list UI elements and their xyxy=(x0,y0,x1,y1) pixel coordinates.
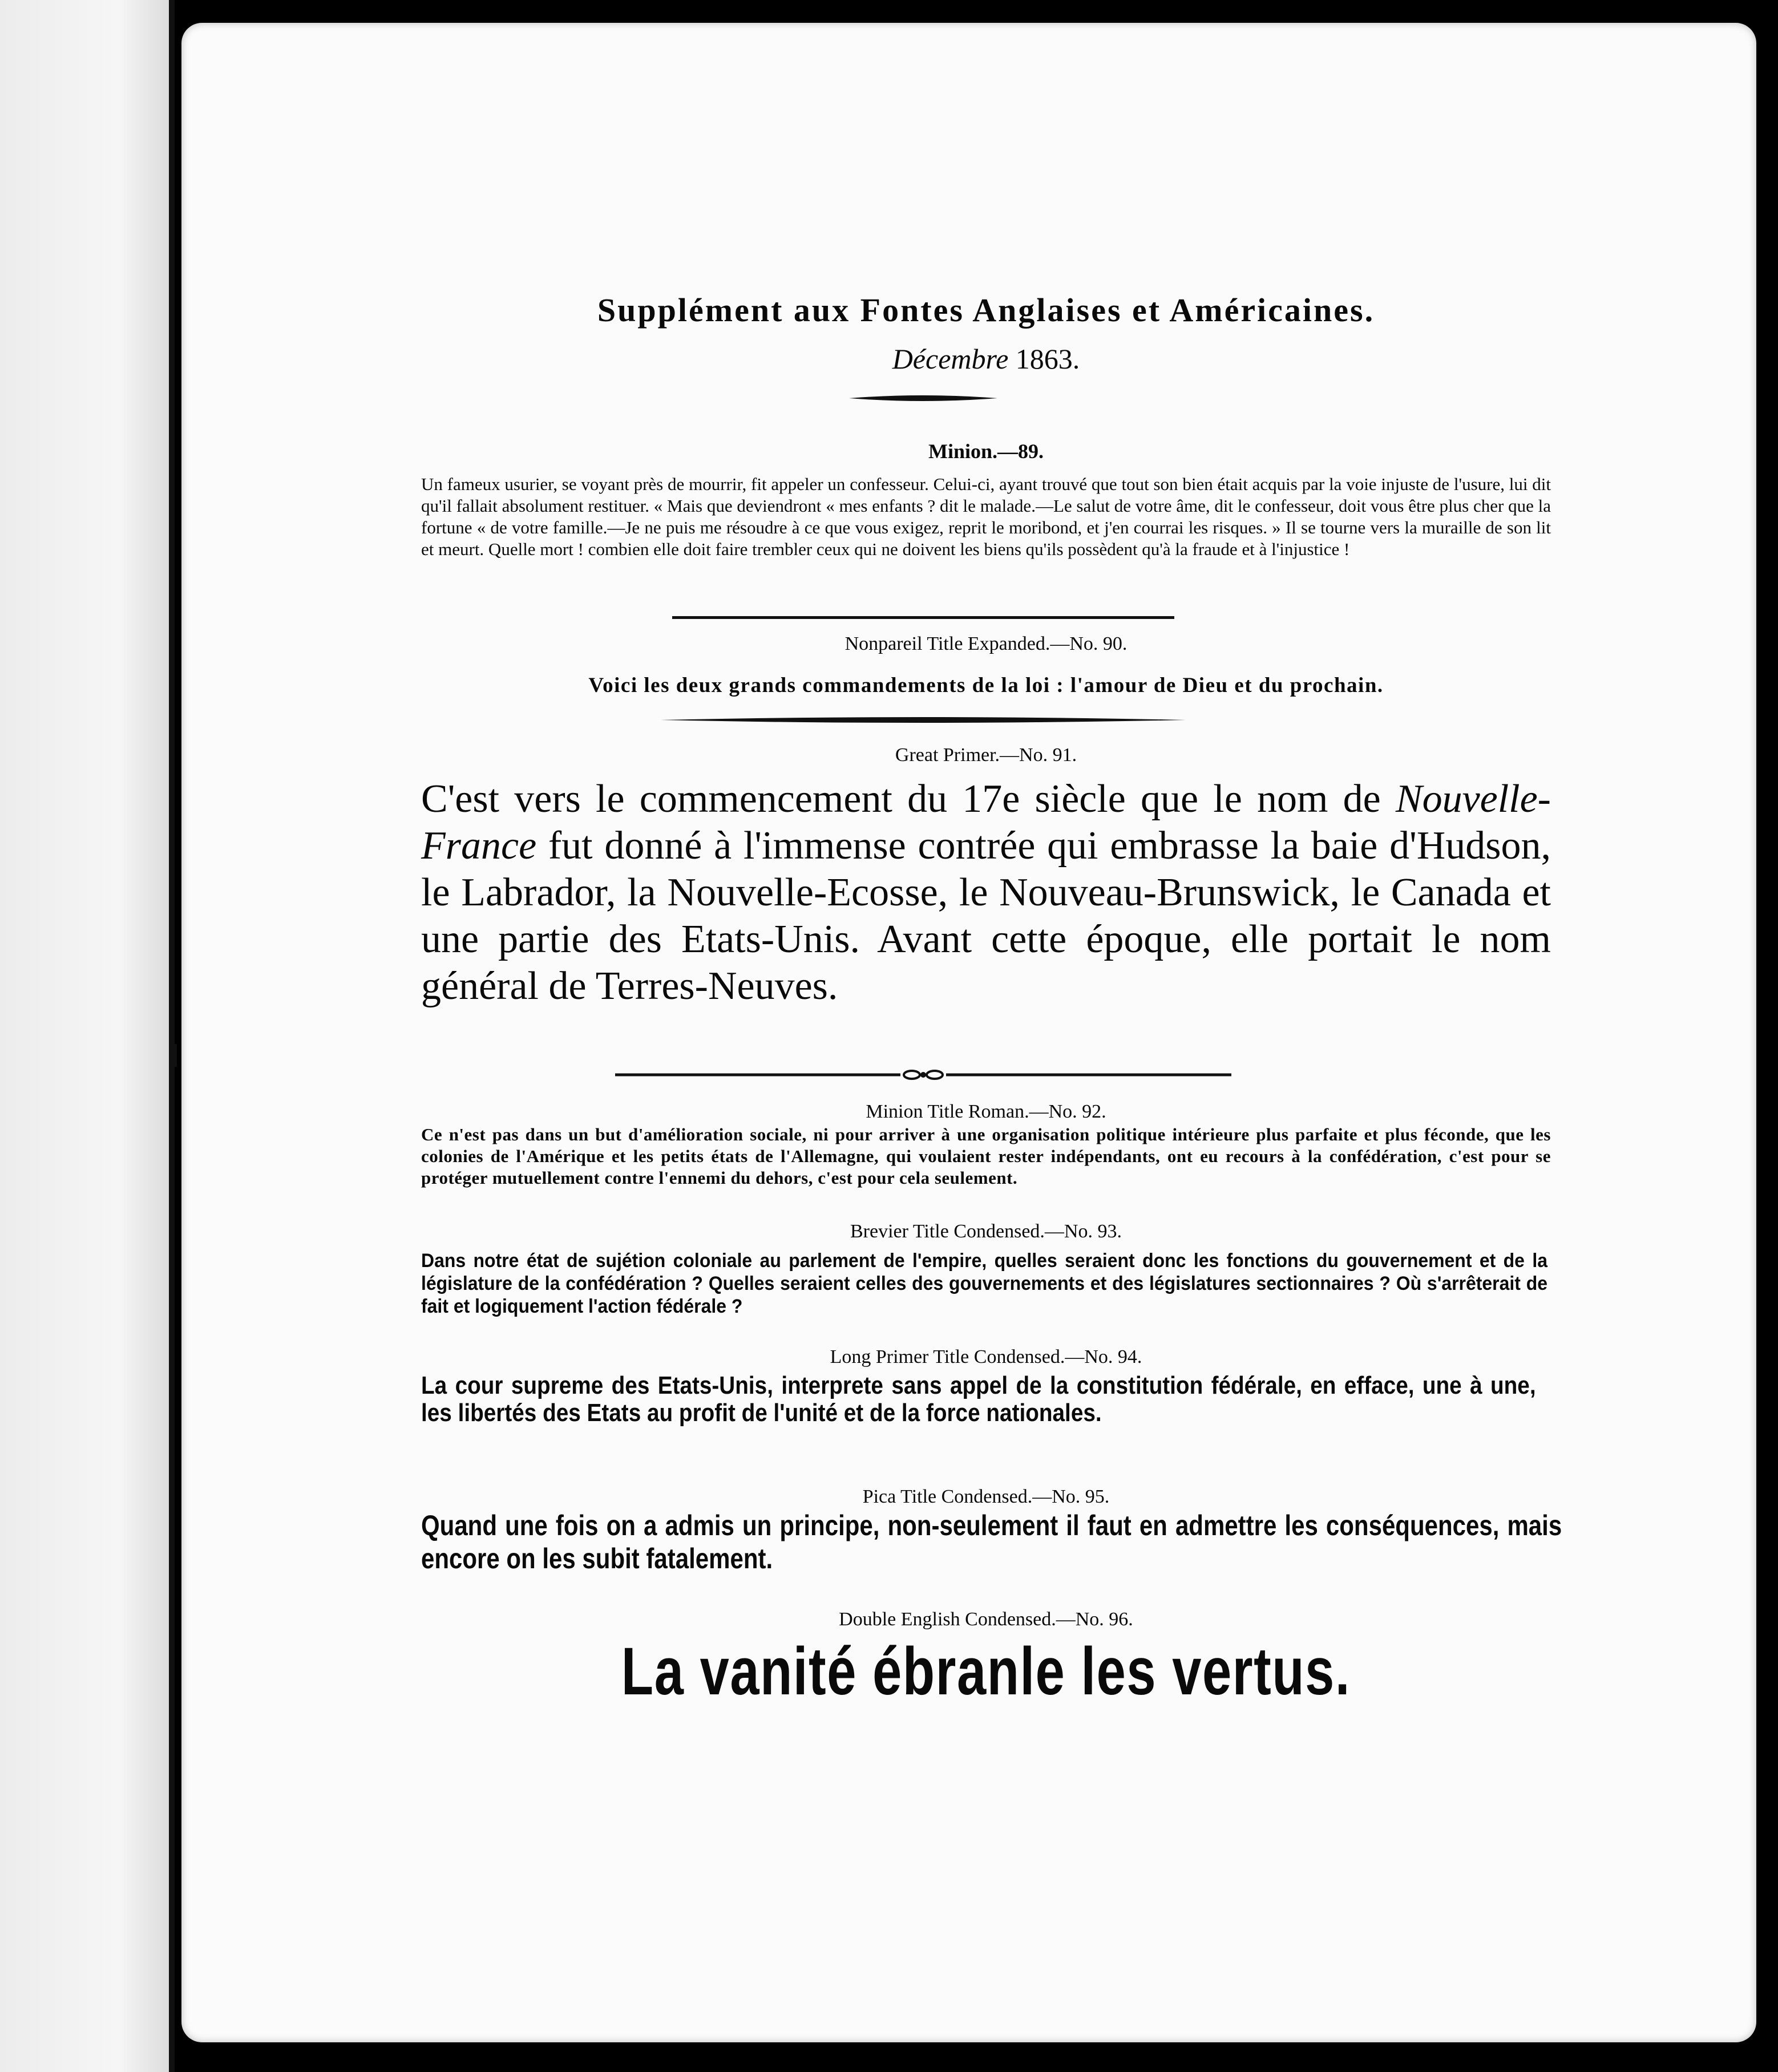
ornamental-divider xyxy=(615,1068,1231,1082)
section-text-long-primer: La cour supreme des Etats-Unis, interprete sans appel de la constitution fédérale, en efface, une à une, les libertés des Etats au profit de l'unité et de la force nationales. xyxy=(421,1371,1536,1427)
page-content xyxy=(181,23,1756,2042)
document-page xyxy=(181,23,1756,2042)
section-text-double-english: La vanité ébranle les vertus. xyxy=(621,1634,1351,1709)
section-text-brevier: Dans notre état de sujétion coloniale au parlement de l'empire, quelles seraient donc les fonctions du gouvernement et de la législature de la confédération ? Quelles seraient celles des gouvernements et des législatures sectionnaires ? Où s'arrêterait de fait et logiquement l'action fédérale ? xyxy=(421,1250,1547,1317)
facing-page-edge xyxy=(0,0,175,2072)
document-date xyxy=(421,342,1551,375)
great-primer-text-start: C'est vers le commencement du 17e siècle que le nom de xyxy=(421,777,1396,821)
section-label-double-english: Double English Condensed.—No. 96. xyxy=(839,1609,1133,1630)
great-primer-italic: Nouvelle-France xyxy=(421,777,1551,868)
title-ornament xyxy=(849,394,997,403)
section-text-minion: Un fameux usurier, se voyant près de mourrir, fit appeler un confesseur. Celui-ci, ayant trouvé que tout son bien était acquis par la voie injuste de l'usure, lui dit qu'il fallait absolument restituer. « Mais que deviendront « mes enfants ? dit le malade.—Le salut de votre âme, dit le confesseur, doit vous être plus cher que la fortune « de votre famille.—Je ne puis me résoudre à ce que vous exigez, reprit le moribond, et j'en courrai les risques. » Il se tourne vers la muraille de son lit et meurt. Quelle mort ! combien elle doit faire trembler ceux qui ne doivent les biens qu'ils possèdent qu'à la fraude et à l'injustice ! xyxy=(421,474,1551,559)
binding-mark xyxy=(169,1044,177,1067)
section-text-great-primer xyxy=(421,776,1551,1010)
section-label-long-primer: Long Primer Title Condensed.—No. 94. xyxy=(830,1346,1142,1367)
thick-divider xyxy=(661,714,1186,726)
document-title: Supplément aux Fontes Anglaises et Américaines. xyxy=(597,292,1375,329)
section-label-great-primer: Great Primer.—No. 91. xyxy=(895,744,1077,766)
divider-rule xyxy=(672,616,1174,619)
section-label-minion-title: Minion Title Roman.—No. 92. xyxy=(866,1101,1106,1122)
great-primer-text-end: fut donné à l'immense contrée qui embrasse la baie d'Hudson, le Labrador, la Nouvelle-Ecosse, le Nouveau-Brunswick, le Canada et une partie des Etats-Unis. Avant cette époque, elle portait le nom général de Terres-Neuves. xyxy=(421,824,1551,1008)
section-text-minion-title: Ce n'est pas dans un but d'amélioration sociale, ni pour arriver à une organisation politique intérieure plus parfaite et plus féconde, que les colonies de l'Amérique et les petits états de l'Allemagne, qui voulaient rester indépendants, ont eu recours à la confédération, c'est pour se protéger mutuellement contre l'ennemi du dehors, c'est pour cela seulement. xyxy=(421,1124,1551,1188)
section-label-brevier: Brevier Title Condensed.—No. 93. xyxy=(850,1221,1122,1242)
section-label-nonpareil: Nonpareil Title Expanded.—No. 90. xyxy=(844,633,1128,654)
section-label-pica: Pica Title Condensed.—No. 95. xyxy=(862,1486,1110,1507)
section-label-minion: Minion.—89. xyxy=(928,440,1044,463)
date-year: 1863. xyxy=(1015,343,1080,375)
section-text-nonpareil: Voici les deux grands commandements de la loi : l'amour de Dieu et du prochain. xyxy=(588,674,1384,697)
section-text-pica: Quand une fois on a admis un principe, non-seulement il faut en admettre les conséquences, mais encore on les subit fatalement. xyxy=(421,1510,1562,1575)
date-month: Décembre xyxy=(892,343,1009,375)
